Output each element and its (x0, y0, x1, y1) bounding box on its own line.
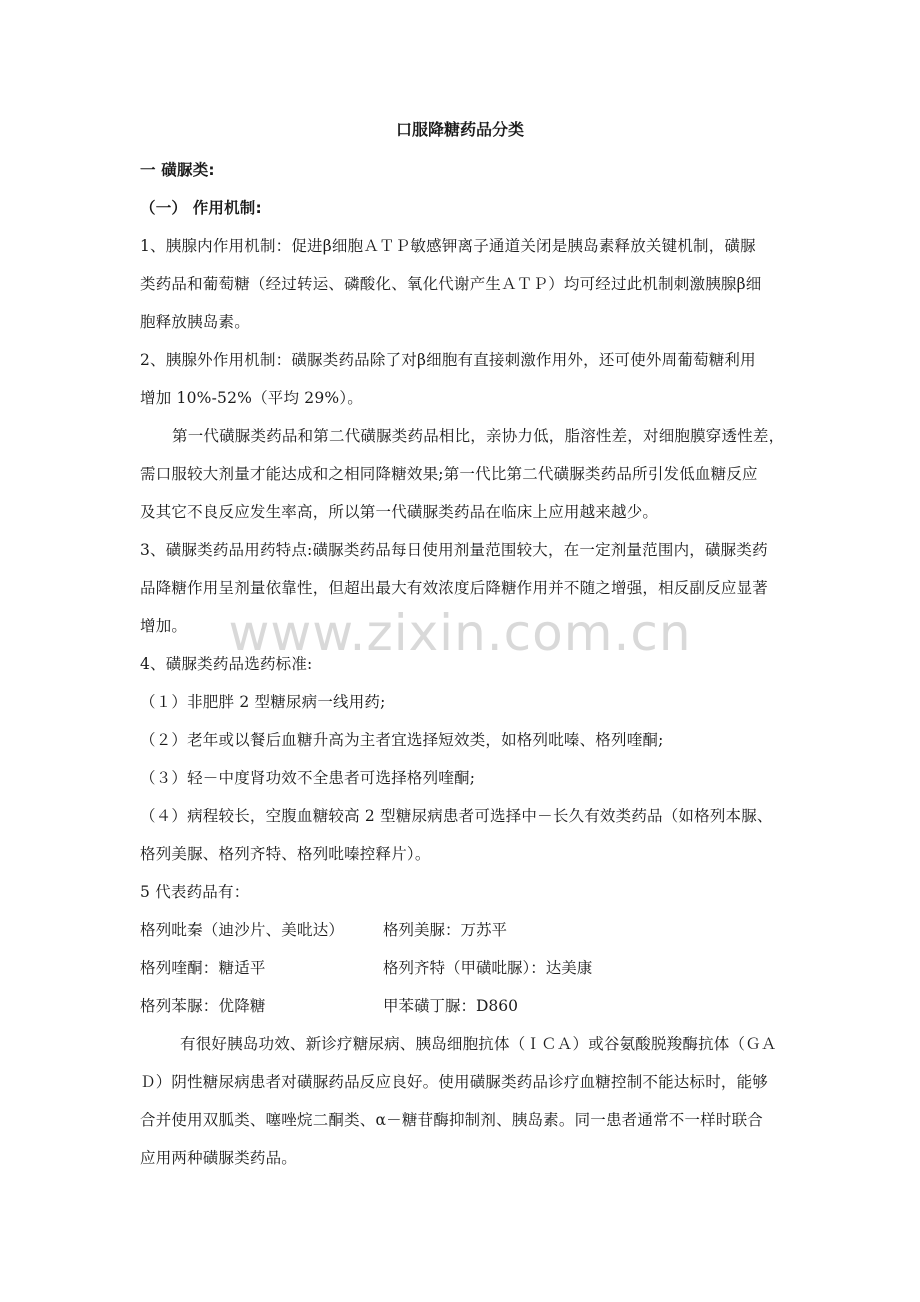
paragraph-line: 增加。 (140, 617, 188, 635)
paragraph-line: 1、胰腺内作用机制：促进β细胞ＡＴＰ敏感钾离子通道关闭是胰岛素释放关键机制，磺脲 (140, 237, 756, 255)
paragraph-line: 有很好胰岛功效、新诊疗糖尿病、胰岛细胞抗体（ＩＣＡ）或谷氨酸脱羧酶抗体（ＧＡ (180, 1035, 777, 1053)
drug-left: 格列苯脲：优降糖 (140, 997, 266, 1015)
paragraph-line: 类药品和葡萄糖（经过转运、磷酸化、氧化代谢产生ＡＴＰ）均可经过此机制刺激胰腺β细 (140, 275, 762, 293)
paragraph-line: 胞释放胰岛素。 (140, 313, 250, 331)
list-item: （２）老年或以餐后血糖升高为主者宜选择短效类，如格列吡嗪、格列喹酮; (140, 731, 664, 749)
page-title: 口服降糖药品分类 (395, 120, 524, 139)
paragraph-line: 应用两种磺脲类药品。 (140, 1149, 298, 1167)
list-item: （１）非肥胖 2 型糖尿病一线用药; (140, 693, 386, 711)
drug-left: 格列喹酮：糖适平 (140, 959, 266, 977)
drug-right: 甲苯磺丁脲：D860 (383, 997, 519, 1015)
list-item: 格列美脲、格列齐特、格列吡嗪控释片）。 (140, 845, 431, 863)
paragraph-line: 及其它不良反应发生率高，所以第一代磺脲类药品在临床上应用越来越少。 (140, 503, 659, 521)
paragraph-line: 品降糖作用呈剂量依靠性，但超出最大有效浓度后降糖作用并不随之增强，相反副反应显著 (140, 579, 769, 597)
drug-left: 格列吡秦（迪沙片、美吡达） (140, 921, 345, 939)
paragraph-line: 3、磺脲类药品用药特点:磺脲类药品每日使用剂量范围较大，在一定剂量范围内，磺脲类药 (140, 541, 768, 559)
list-item: （３）轻－中度肾功效不全患者可选择格列喹酮; (140, 769, 476, 787)
list-item: （４）病程较长，空腹血糖较高 2 型糖尿病患者可选择中－长久有效类药品（如格列本脲、 (140, 807, 773, 825)
paragraph-line: 增加 10%-52%（平均 29%）。 (140, 389, 363, 407)
watermark: www.zixin.com.cn (228, 604, 692, 662)
section-heading: 一 磺脲类: (140, 161, 215, 179)
paragraph-line: Ｄ）阴性糖尿病患者对磺脲药品反应良好。使用磺脲类药品诊疗血糖控制不能达标时，能够 (140, 1073, 769, 1091)
paragraph-line: 2、胰腺外作用机制：磺脲类药品除了对β细胞有直接刺激作用外，还可使外周葡萄糖利用 (140, 351, 756, 369)
drug-right: 格列美脲：万苏平 (383, 921, 508, 939)
paragraph-line: 需口服较大剂量才能达成和之相同降糖效果;第一代比第二代磺脲类药品所引发低血糖反应 (140, 465, 758, 483)
subsection-heading: （一） 作用机制: (140, 199, 262, 217)
paragraph-line: 第一代磺脲类药品和第二代磺脲类药品相比，亲协力低，脂溶性差，对细胞膜穿透性差， (172, 427, 785, 445)
paragraph-line: 4、磺脲类药品选药标准: (140, 655, 313, 673)
paragraph-line: 5 代表药品有： (140, 883, 250, 901)
paragraph-line: 合并使用双胍类、噻唑烷二酮类、α－糖苷酶抑制剂、胰岛素。同一患者通常不一样时联合 (140, 1111, 763, 1129)
drug-right: 格列齐特（甲磺吡脲）：达美康 (383, 959, 593, 977)
